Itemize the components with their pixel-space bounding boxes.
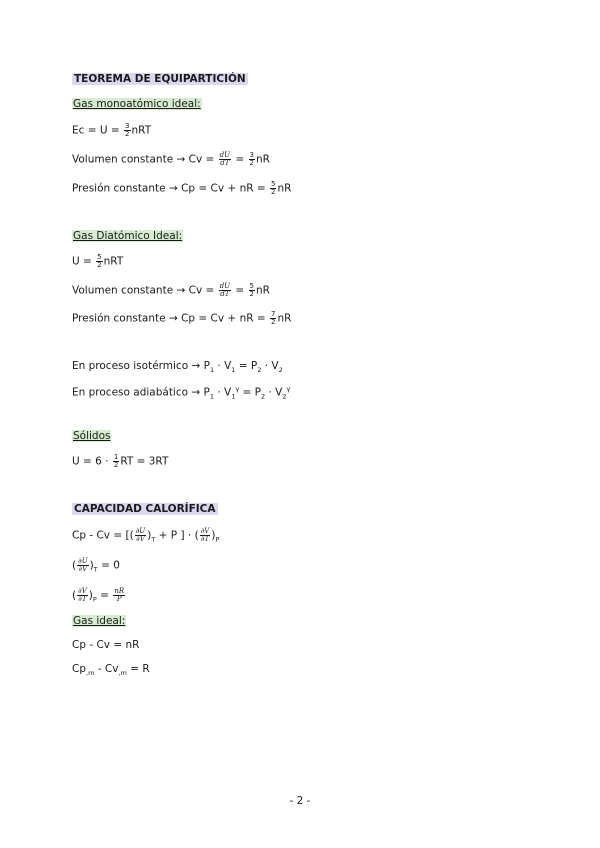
denominator: dT <box>220 159 230 167</box>
eq-prefix: Volumen constante → Cv = <box>72 153 218 166</box>
eq-text: Cp - Cv = nR <box>72 639 140 651</box>
ideal-gas-title <box>72 614 126 628</box>
subscript-text: m <box>88 669 95 678</box>
eq-suffix: nR <box>256 284 270 297</box>
eq-prefix: Presión constante → Cp = Cv + nR = <box>72 312 269 325</box>
subscript: T <box>151 535 156 544</box>
section-heading-heat-capacity <box>72 502 218 516</box>
eq-suffix: nRT <box>131 124 152 137</box>
paren: ) <box>211 529 216 542</box>
numerator: ∂U <box>135 527 146 535</box>
equals: = <box>96 589 113 602</box>
paren: ) <box>88 589 93 602</box>
fraction <box>96 254 102 269</box>
section-heading-equipartition <box>72 72 248 86</box>
numerator: dU <box>219 282 231 290</box>
subscript: 1 <box>209 366 215 375</box>
solids-energy-eq <box>72 454 168 469</box>
subscript: 2 <box>278 366 283 375</box>
subscript: 1 <box>231 392 236 401</box>
heading-text: TEOREMA DE EQUIPARTICIÓN <box>74 73 246 85</box>
denominator: 2 <box>97 261 102 269</box>
subscript-text: m <box>120 669 127 678</box>
heading-text: CAPACIDAD CALORÍFICA <box>74 503 216 515</box>
numerator: 3 <box>125 122 130 130</box>
diatomic-title-text: Gas Diatómico Ideal: <box>73 230 183 242</box>
denominator: 2 <box>249 290 254 298</box>
denominator: ∂T <box>200 535 210 543</box>
eq-prefix: Volumen constante → Cv = <box>72 284 218 297</box>
adiabatic-eq <box>72 382 290 404</box>
fraction <box>270 311 276 326</box>
partial-fraction <box>200 528 211 543</box>
denominator: 2 <box>271 188 276 196</box>
numerator: ∂V <box>78 587 87 595</box>
denominator: P <box>116 595 122 603</box>
fraction <box>249 283 255 298</box>
eq-suffix: nR <box>277 182 292 195</box>
fraction <box>270 181 276 196</box>
eq-part: + P ] · <box>155 529 195 542</box>
fraction <box>124 123 130 138</box>
paren: ( <box>72 559 77 572</box>
eq-suffix: nR <box>256 153 270 166</box>
denominator: 2 <box>271 318 276 326</box>
mayer-relation-eq <box>72 638 139 652</box>
eq-prefix: Presión constante → Cp = Cv + nR = <box>72 182 269 195</box>
eq-part: · V <box>214 386 232 399</box>
fraction <box>113 454 119 469</box>
subscript: P <box>215 535 220 544</box>
equals: = <box>232 284 248 297</box>
denominator: ∂V <box>136 535 145 543</box>
eq-prefix: En proceso adiabático → P <box>72 386 210 399</box>
numerator: 7 <box>271 310 276 318</box>
diatomic-cv-eq <box>72 283 270 298</box>
internal-pressure-eq <box>72 558 120 577</box>
monoatomic-energy-eq <box>72 123 151 138</box>
eq-prefix: U = 6 · <box>72 455 112 468</box>
eq-prefix: Ec = U = <box>72 124 124 137</box>
paren: ) <box>89 559 94 572</box>
fraction <box>113 588 125 603</box>
subscript: ,m <box>118 669 127 678</box>
eq-part: = P <box>239 386 262 399</box>
monoatomic-cv-eq <box>72 152 270 167</box>
numerator: nR <box>114 587 125 595</box>
equals: = <box>232 153 248 166</box>
eq-part: Cp <box>72 663 86 675</box>
derivative-fraction <box>219 152 231 167</box>
ideal-gas-title-text: Gas ideal: <box>73 615 126 627</box>
eq-part: = R <box>126 663 150 675</box>
numerator: 5 <box>249 282 254 290</box>
denominator: 2 <box>249 159 254 167</box>
expansion-eq <box>72 588 126 607</box>
solids-title <box>72 429 111 443</box>
denominator: 2 <box>125 130 130 138</box>
numerator: 5 <box>271 180 276 188</box>
monoatomic-title <box>72 97 202 111</box>
monoatomic-cp-eq <box>72 181 291 196</box>
subscript: 2 <box>261 392 266 401</box>
eq-suffix: nRT <box>103 255 124 268</box>
eq-part: · V <box>261 360 279 372</box>
eq-suffix: nR <box>277 312 292 325</box>
subscript: P <box>92 595 97 604</box>
numerator: dU <box>219 151 231 159</box>
eq-prefix: Cp - Cv = [( <box>72 529 134 542</box>
subscript: T <box>93 565 98 574</box>
fraction <box>249 152 255 167</box>
numerator: 1 <box>113 453 119 461</box>
solids-title-text: Sólidos <box>73 430 111 442</box>
numerator: ∂V <box>200 527 210 535</box>
numerator: ∂U <box>78 557 88 565</box>
eq-prefix: U = <box>72 255 96 268</box>
numerator: 5 <box>97 253 102 261</box>
eq-suffix: RT = 3RT <box>120 455 169 468</box>
superscript: γ <box>235 385 240 393</box>
partial-fraction <box>135 528 147 543</box>
diatomic-energy-eq <box>72 254 123 269</box>
denominator: ∂T <box>78 595 87 603</box>
eq-part: - Cv <box>94 663 119 675</box>
paren: ( <box>194 529 199 542</box>
paren: ( <box>72 589 77 602</box>
page-number: - 2 - <box>289 795 311 807</box>
diatomic-cp-eq <box>72 311 291 326</box>
isothermal-eq <box>72 359 283 377</box>
eq-prefix: En proceso isotérmico → P <box>72 360 210 372</box>
superscript: γ <box>286 385 291 393</box>
eq-part: · V <box>265 386 283 399</box>
eq-suffix: = 0 <box>97 559 120 572</box>
cp-cv-general-eq <box>72 528 219 547</box>
denominator: 2 <box>113 461 119 469</box>
molar-mayer-relation-eq <box>72 662 150 680</box>
denominator: dT <box>220 290 230 298</box>
diatomic-title <box>72 229 183 243</box>
subscript: ,m <box>86 669 95 678</box>
subscript: 1 <box>209 392 214 401</box>
subscript: 2 <box>282 392 287 401</box>
derivative-fraction <box>219 283 231 298</box>
subscript: 1 <box>231 366 236 375</box>
paren: ) <box>147 529 152 542</box>
subscript: 2 <box>257 366 262 375</box>
monoatomic-title-text: Gas monoatómico ideal: <box>73 98 201 110</box>
eq-part: · V <box>214 360 232 372</box>
partial-fraction <box>77 588 88 603</box>
eq-part: = P <box>235 360 258 372</box>
numerator: 3 <box>249 151 254 159</box>
partial-fraction <box>77 558 89 573</box>
denominator: ∂V <box>78 565 88 573</box>
